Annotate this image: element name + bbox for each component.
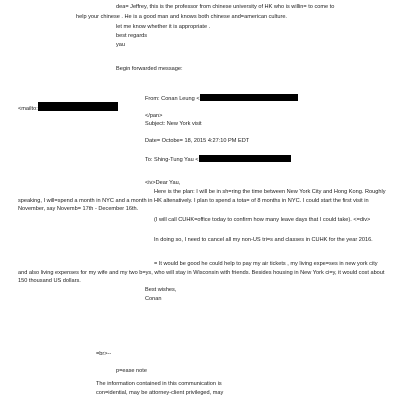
footer-br: =br>--	[96, 351, 112, 357]
header-from-prefix: <	[196, 96, 200, 102]
forwarded-label: Begin forwarded message:	[116, 66, 183, 72]
intro-line-5: yau	[116, 42, 126, 48]
header-to-prefix: <	[195, 157, 199, 163]
body-closing-2: Conan	[145, 296, 162, 302]
body-closing-1: Best wishes,	[145, 287, 177, 293]
header-subject: Subject: New York visit	[145, 121, 202, 127]
body-paragraph-1-tail: (I will call CUHK=office today to confirm how many leave days that I could take). <=div>	[154, 217, 371, 223]
header-from	[145, 94, 298, 103]
header-date: Date= Octobe= 18, 2015 4:27:10 PM EDT	[145, 138, 250, 144]
body-paragraph-2: In doing so, I need to cancel all my non-US tri=s and classes in CUHK for the year 2016.	[154, 237, 373, 243]
footer-confidential-1: The information contained in this communication is	[96, 381, 222, 387]
footer-note: p=ease note	[116, 368, 147, 374]
header-span-close: </pan>	[145, 113, 163, 119]
body-greeting: <iv>Dear Yau,	[145, 180, 181, 186]
intro-line-4: best regards	[116, 33, 148, 39]
intro-line-1: dea= Jeffrey, this is the professor from chinese university of HK who is willin= to come to	[116, 4, 335, 10]
footer-confidential-2: con=idential, may be attorney-client privileged, may	[96, 390, 224, 396]
header-to-label: To: Shing-Tung Yau	[145, 157, 194, 163]
body-paragraph-3: = It would be good he could help to pay my air tickets , my living expe=ses in new york city and also living expenses for my wife and my two b=ys, who will stay in Wisconsin with friends. Besides housing in New York ci=y, it would cost about 150 thousand US dollars.	[18, 261, 385, 284]
intro-line-3: let me know whether it is appropriate .	[116, 24, 211, 30]
header-mailto	[18, 102, 118, 113]
header-from-label: From: Conan Leung	[145, 96, 195, 102]
header-to	[145, 155, 291, 164]
redacted-recipient-block	[199, 155, 291, 162]
body-paragraph-1: Here is the plan: I will be in sh=ring the time between New York City and Hong Kong. Roughly speaking, I will=spend a month in NYC and a month in HK altenatively. I plan to spend a tota= of 8 months in NYC. I could start the first visit in November, say Novemb= 17th - December 16th.	[18, 189, 386, 212]
redacted-email-block	[200, 94, 298, 101]
redacted-mailto-block	[38, 102, 118, 111]
mailto-label: <mailto:	[18, 106, 38, 112]
intro-line-2: help your chinese . He is a good man and knows both chinese and=american culture.	[76, 14, 287, 20]
